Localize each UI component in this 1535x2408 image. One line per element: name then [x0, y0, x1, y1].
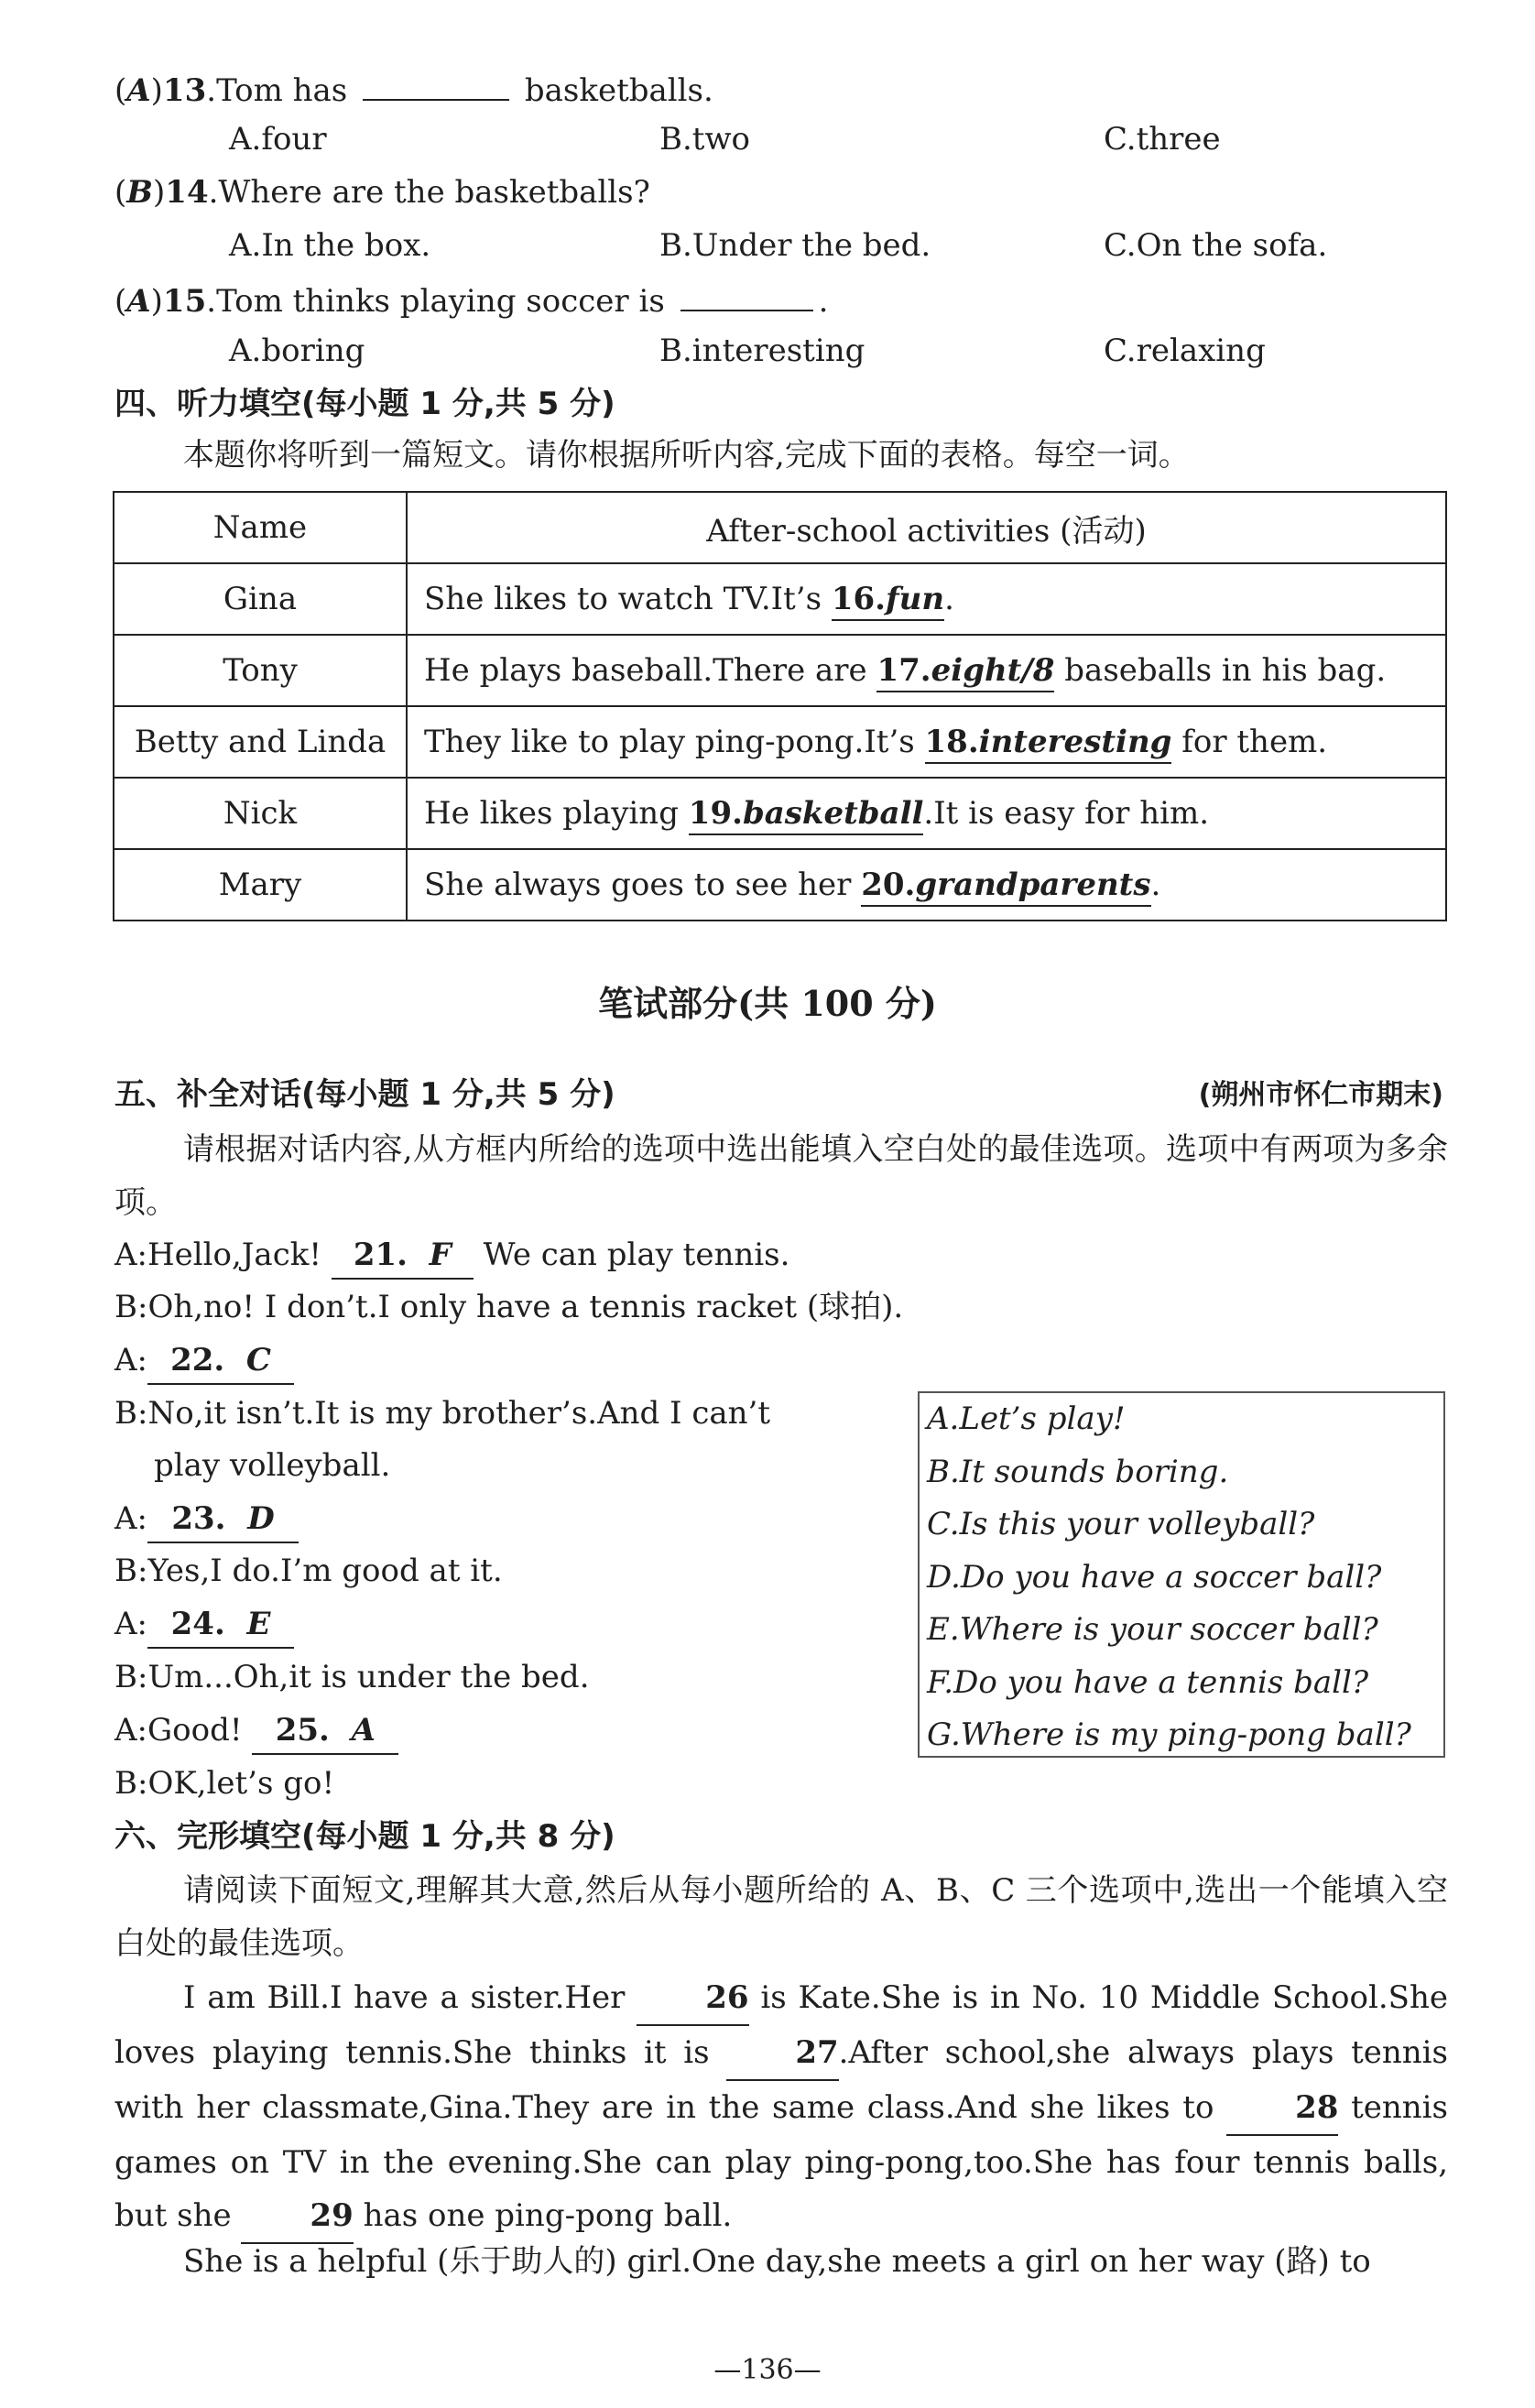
box-option: G.Where is my ping-pong ball?: [927, 1716, 1411, 1753]
dialog-line: A:Good! 25. A: [114, 1707, 1448, 1753]
dialog-line: B:No,it isn’t.It is my brother’s.And I can’t: [114, 1395, 771, 1432]
row-activity: She likes to watch TV.It’s 16.fun.: [407, 563, 1446, 635]
answer-blank: [680, 275, 813, 311]
section-6-instruction: 请阅读下面短文,理解其大意,然后从每小题所给的 A、B、C 三个选项中,选出一个能填入空白处的最佳选项。: [114, 1872, 1448, 1962]
row-name: Betty and Linda: [114, 706, 407, 778]
box-option: B.It sounds boring.: [927, 1453, 1229, 1490]
dialog-line: B:Um...Oh,it is under the bed.: [114, 1659, 590, 1695]
question-13-options: A.four B.two C.three: [229, 121, 1221, 158]
question-14: (B)14.Where are the basketballs?: [114, 174, 650, 211]
table-row: [114, 563, 1446, 635]
row-name: Mary: [114, 849, 407, 921]
activities-table: [113, 491, 1447, 921]
section-5-heading: 五、补全对话(每小题 1 分,共 5 分): [114, 1076, 615, 1113]
table-header-row: [114, 492, 1446, 563]
cloze-passage-2: She is a helpful (乐于助人的) girl.One day,she meets a girl on her way (路) to: [183, 2243, 1371, 2280]
row-name: Tony: [114, 635, 407, 706]
row-activity: He likes playing 19.basketball.It is easy for him.: [407, 778, 1446, 849]
box-option: F.Do you have a tennis ball?: [927, 1663, 1369, 1701]
source-label: (朔州市怀仁市期末): [1198, 1079, 1443, 1111]
answer-blank: [363, 64, 509, 101]
dialog-line: B:Yes,I do.I’m good at it.: [114, 1553, 503, 1589]
dialog-line: A: 22. C: [114, 1337, 1448, 1383]
box-option: A.Let’s play!: [927, 1400, 1126, 1437]
row-name: Nick: [114, 778, 407, 849]
row-activity: She always goes to see her 20.grandparents.: [407, 849, 1446, 921]
dialog-line: B:OK,let’s go!: [114, 1765, 335, 1802]
question-14-options: A.In the box. B.Under the bed. C.On the sofa.: [229, 227, 1328, 264]
dialog-line: A: 24. E: [114, 1601, 1448, 1647]
cloze-passage: I am Bill.I have a sister.Her 26 is Kate.She is in No. 10 Middle School.She loves playing tennis.She thinks it is 27.After school,she always plays tennis with her classmate,Gina.They are in the same class.And she likes to 28 tennis games on TV in the evening.She can play ping-pong,too.She has four tennis balls, but she 29 has one ping-pong ball.: [114, 1971, 1448, 2244]
written-part-title: 笔试部分(共 100 分): [598, 983, 937, 1024]
question-15-options: A.boring B.interesting C.relaxing: [229, 332, 1266, 369]
section-6-heading: 六、完形填空(每小题 1 分,共 8 分): [114, 1818, 615, 1855]
column-header-activities: After-school activities (活动): [407, 492, 1446, 563]
options-box: [918, 1391, 1445, 1758]
box-option: C.Is this your volleyball?: [927, 1506, 1315, 1542]
table-row: [114, 706, 1446, 778]
section-4-heading: 四、听力填空(每小题 1 分,共 5 分): [114, 386, 615, 422]
dialog-line: A: 23. D: [114, 1496, 1448, 1542]
dialog-line: A:Hello,Jack! 21. F We can play tennis.: [114, 1232, 1448, 1278]
dialog-line: B:Oh,no! I don’t.I only have a tennis racket (球拍).: [114, 1289, 904, 1325]
dialog-line: play volleyball.: [154, 1447, 391, 1484]
row-activity: He plays baseball.There are 17.eight/8 baseballs in his bag.: [407, 635, 1446, 706]
row-activity: They like to play ping-pong.It’s 18.interesting for them.: [407, 706, 1446, 778]
row-name: Gina: [114, 563, 407, 635]
question-15: (A)15.Tom thinks playing soccer is .: [114, 275, 1448, 321]
box-option: D.Do you have a soccer ball?: [927, 1558, 1382, 1596]
section-5-instruction: 请根据对话内容,从方框内所给的选项中选出能填入空白处的最佳选项。选项中有两项为多余项。: [114, 1131, 1448, 1221]
column-header-name: Name: [114, 492, 407, 563]
page-number: —136—: [713, 2354, 822, 2386]
table-row: [114, 849, 1446, 921]
table-row: [114, 635, 1446, 706]
question-13: (A)13.Tom has basketballs.: [114, 64, 1448, 110]
section-4-instruction: 本题你将听到一篇短文。请你根据所听内容,完成下面的表格。每空一词。: [183, 437, 1190, 474]
box-option: E.Where is your soccer ball?: [927, 1611, 1378, 1648]
table-row: [114, 778, 1446, 849]
